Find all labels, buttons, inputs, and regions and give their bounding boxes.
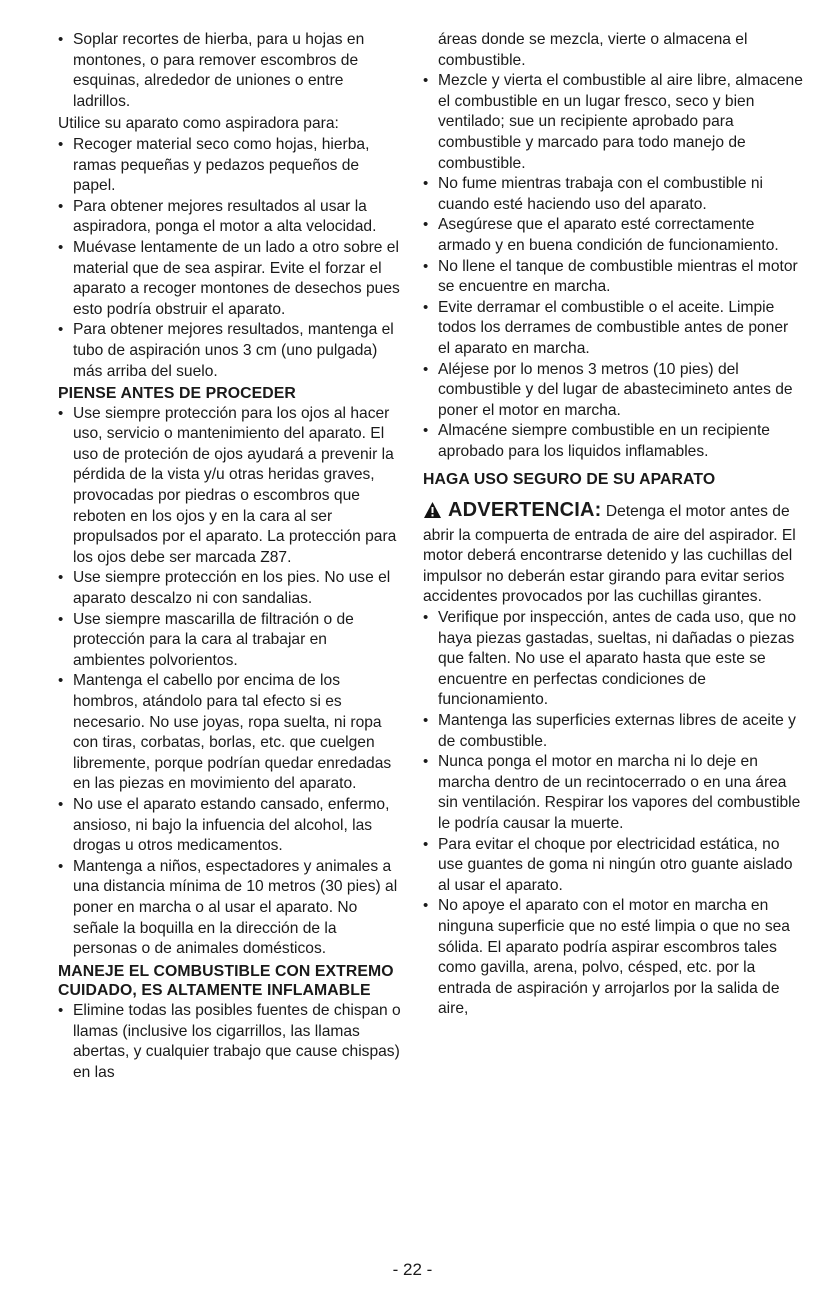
list-item: • Asegúrese que el aparato esté correctamente armado y en buena condición de funcionamiento. [423,215,803,256]
list-item: • Almacéne siempre combustible en un recipiente aprobado para los liquidos inflamables. [423,421,803,462]
continuation-text: áreas donde se mezcla, vierte o almacena el combustible. [438,31,748,69]
list-item: • Muévase lentamente de un lado a otro sobre el material que de sea aspirar. Evite el forzar el aparato a recoger montones de desechos pues esto podría obstruir el aparato. [58,238,403,320]
warning-paragraph [423,500,803,608]
think-list [58,404,403,960]
list-item: • Para evitar el choque por electricidad estática, no use guantes de goma ni ningún otro guante aislado al usar el aparato. [423,835,803,897]
list-item: • Use siempre protección en los pies. No use el aparato descalzo ni con sandalias. [58,568,403,609]
warning-title: ADVERTENCIA: [448,499,602,522]
list-item: • No llene el tanque de combustible mientras el motor se encuentre en marcha. [423,257,803,298]
fuel-list-left [58,1001,403,1083]
list-item: • Evite derramar el combustible o el aceite. Limpie todos los derrames de combustible antes de poner el aparato en marcha. [423,298,803,360]
list-item: • No apoye el aparato con el motor en marcha en ninguna superficie que no esté limpia o que no sea sólida. El aparato podría aspirar escombros tales como gavilla, arena, polvo, césped, etc. por la entrada de aspiración y arrojarlos por la salida de aire, [423,896,803,1020]
list-item: • Elimine todas las posibles fuentes de chispan o llamas (inclusive los cigarrillos, las llamas abertas, y cualquier trabajo que cause chispas) en las [58,1001,403,1083]
left-column [58,30,403,1083]
safe-list [423,608,803,1020]
list-item: • Mantenga a niños, espectadores y animales a una distancia mínima de 10 metros (30 pies) al poner en marcha o al usar el aparato. No señale la boquilla en la dirección de la personas o de animales domésticos. [58,857,403,960]
vacuum-intro: Utilice su aparato como aspiradora para: [58,115,339,133]
list-item: • Soplar recortes de hierba, para u hojas en montones, o para remover escombros de esquinas, alrededor de uniones o entre ladrillos. [58,30,403,112]
list-item: • Nunca ponga el motor en marcha ni lo deje en marcha dentro de un recintocerrado o en una área sin ventilación. Respirar los vapores del combustible le podría causar la muerte. [423,752,803,834]
list-item: • Para obtener mejores resultados al usar la aspiradora, ponga el motor a alta velocidad. [58,197,403,238]
list-item: • Mantenga las superficies externas libres de aceite y de combustible. [423,711,803,752]
vacuum-list [58,135,403,382]
list-item: • No fume mientras trabaja con el combustible ni cuando esté haciendo uso del aparato. [423,174,803,215]
list-item: • Aléjese por lo menos 3 metros (10 pies) del combustible y del lugar de abastecimineto antes de poner el motor en marcha. [423,360,803,422]
list-item: • Para obtener mejores resultados, mantenga el tubo de aspiración unos 3 cm (uno pulgada) más arriba del suelo. [58,320,403,382]
list-item: • Mezcle y vierta el combustible al aire libre, almacene el combustible en un lugar fresco, seco y bien ventilado; sue un recipiente aprobado para combustible y marcado para todo manejo de combustible. [423,71,803,174]
right-column [423,30,803,1020]
warning-triangle-icon [423,501,442,526]
fuel-list-right [423,71,803,462]
list-item: • No use el aparato estando cansado, enfermo, ansioso, ni bajo la infuencia del alcohol, las drogas u otros medicamentos. [58,795,403,857]
section-heading-think: PIENSE ANTES DE PROCEDER [58,385,296,403]
list-item: • Use siempre mascarilla de filtración o de protección para la cara al trabajar en ambientes polvorientos. [58,610,403,672]
list-item: • Recoger material seco como hojas, hierba, ramas pequeñas y pedazos pequeños de papel. [58,135,403,197]
page-number: - 22 - [392,1260,433,1279]
list-item: • Mantenga el cabello por encima de los hombros, atándolo para tal efecto si es necesario. No use joyas, ropa suelta, ni ropa con tiras, corbatas, borlas, etc. que cuelgen libremente, porque podrían quedar enredadas en las piezas en movimiento del aparato. [58,671,403,795]
section-heading-safe: HAGA USO SEGURO DE SU APARATO [423,471,716,489]
list-item: • Verifique por inspección, antes de cada uso, que no haya piezas gastadas, sueltas, ni dañadas o piezas que falten. No use el aparato hasta que este se encuentre en perfectas condiciones de funcionamiento. [423,608,803,711]
intro-list [58,30,403,112]
list-item: • Use siempre protección para los ojos al hacer uso, servicio o mantenimiento del aparato. El uso de proteción de ojos ayudará a prevenir la pérdida de la vista y/u otras heridas graves, provocadas por piedras o escombros que reboten en los ojos y en la cara al ser propulsados por el aparato. La protección para los ojos debe ser marcada Z87. [58,404,403,569]
warning-text: Detenga el motor antes de abrir la compuerta de entrada de aire del aspirador. El motor deberá encontrarse detenido y las cuchillas del impulsor no deberán estar girando para evitar serios accidentes provocados por las cuchillas girantes. [423,503,796,606]
section-heading-fuel: MANEJE EL COMBUSTIBLE CON EXTREMO CUIDADO, ES ALTAMENTE INFLAMABLE [58,962,394,1000]
